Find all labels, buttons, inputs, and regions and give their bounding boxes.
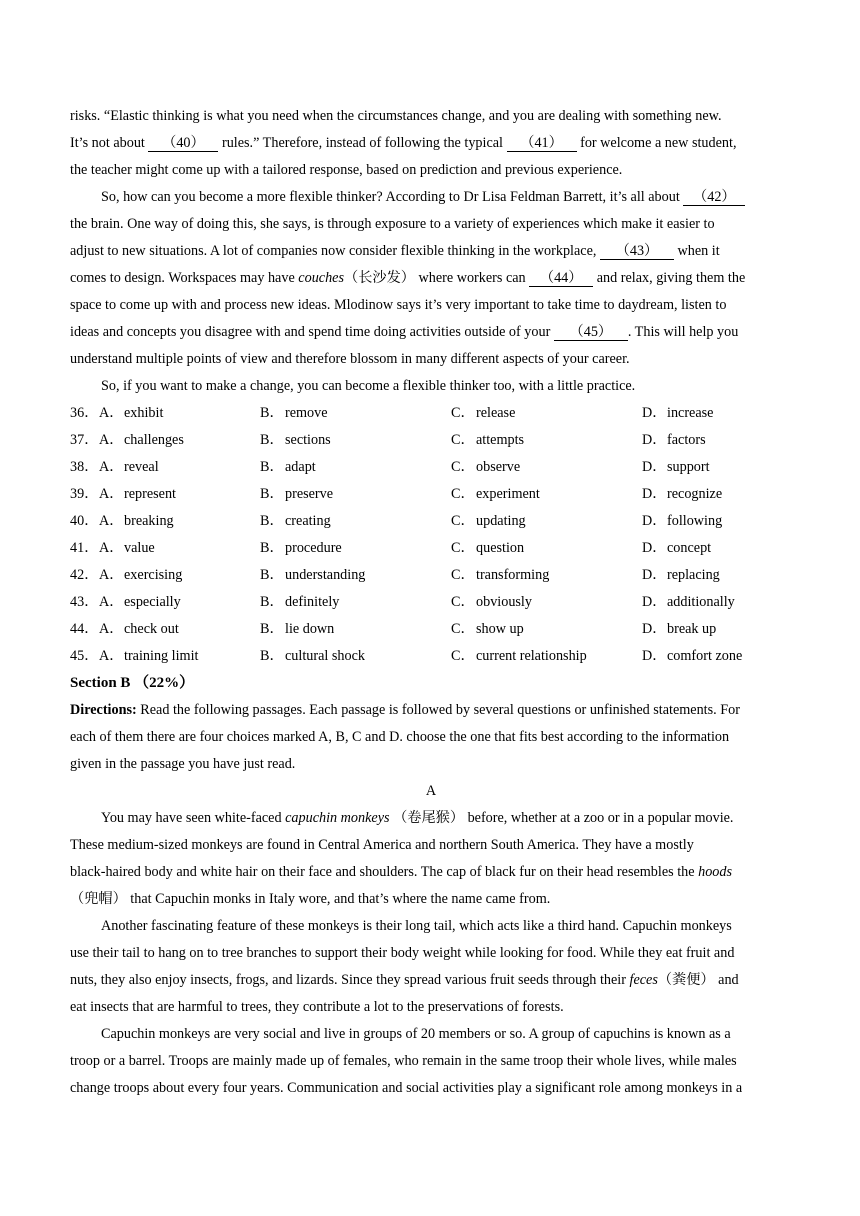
option-letter: D． [642, 513, 667, 529]
question-row [70, 508, 792, 535]
option-text: reveal [124, 459, 159, 475]
option-b[interactable] [260, 643, 451, 670]
passage-p2-line-4: eat insects that are harmful to trees, they contribute a lot to the preservations of forests. [70, 999, 564, 1015]
question-number: 39． [70, 486, 99, 502]
option-letter: D． [642, 405, 667, 421]
cloze-text: where workers can [418, 270, 530, 286]
option-a[interactable] [99, 508, 260, 535]
blank-44[interactable]: （44） [529, 270, 593, 287]
option-letter: B． [260, 540, 284, 556]
option-a[interactable] [99, 454, 260, 481]
option-b[interactable] [260, 589, 451, 616]
option-letter: A． [99, 513, 124, 529]
option-letter: D． [642, 432, 667, 448]
option-text: represent [124, 486, 176, 502]
option-c[interactable] [451, 535, 642, 562]
option-text: exhibit [124, 405, 164, 421]
option-letter: B． [260, 513, 284, 529]
cloze-text: ideas and concepts you disagree with and spend time doing activities outside of your [70, 324, 554, 340]
option-b[interactable] [260, 481, 451, 508]
option-text: additionally [667, 594, 735, 610]
option-c[interactable] [451, 508, 642, 535]
passage-p2-line-3 [70, 967, 792, 994]
option-letter: C． [451, 459, 475, 475]
directions-label: Directions: [70, 702, 137, 718]
option-text: increase [667, 405, 714, 421]
cloze-line-5 [70, 211, 792, 238]
option-text: adapt [285, 459, 316, 475]
cloze-line-10 [70, 346, 792, 373]
option-text: question [476, 540, 525, 556]
passage-p1-line-4: （兜帽） that Capuchin monks in Italy wore, and that’s where the name came from. [70, 891, 551, 907]
option-b[interactable] [260, 616, 451, 643]
passage-p1-line-2: These medium-sized monkeys are found in Central America and northern South America. They have a mostly [70, 837, 694, 853]
cloze-line-7 [70, 265, 792, 292]
passage-p2-line-2: use their tail to hang on to tree branches to support their body weight while looking for food. While they eat fruit and [70, 945, 735, 961]
option-letter: C． [451, 432, 475, 448]
passage-text: （粪便） and [657, 972, 739, 988]
cloze-text: adjust to new situations. A lot of companies now consider flexible thinking in the workplace, [70, 243, 600, 259]
option-text: remove [285, 405, 328, 421]
option-text: exercising [124, 567, 183, 583]
option-letter: A． [99, 648, 124, 664]
option-c[interactable] [451, 400, 642, 427]
option-b[interactable] [260, 427, 451, 454]
option-text: observe [476, 459, 521, 475]
option-a[interactable] [99, 589, 260, 616]
directions-line-1 [70, 697, 792, 724]
blank-40[interactable]: （40） [148, 135, 218, 152]
option-d[interactable] [642, 535, 792, 562]
option-text: transforming [476, 567, 550, 583]
cloze-text: and relax, giving them the [596, 270, 746, 286]
section-b-title: Section B （22%） [70, 675, 195, 691]
passage-italic: feces [629, 972, 658, 988]
option-text: value [124, 540, 155, 556]
option-text: cultural shock [285, 648, 365, 664]
option-text: break up [667, 621, 717, 637]
option-letter: A． [99, 594, 124, 610]
passage-letter: A [425, 783, 437, 799]
question-number: 36． [70, 405, 99, 421]
option-text: procedure [285, 540, 342, 556]
passage-p2-line-1: Another fascinating feature of these monkeys is their long tail, which acts like a third hand. Capuchin monkeys [101, 918, 732, 934]
option-text: release [476, 405, 516, 421]
option-a[interactable] [99, 481, 260, 508]
option-letter: C． [451, 486, 475, 502]
option-a[interactable] [99, 643, 260, 670]
option-text: training limit [124, 648, 199, 664]
option-letter: D． [642, 648, 667, 664]
option-letter: A． [99, 621, 124, 637]
option-b[interactable] [260, 454, 451, 481]
passage-text: （卷尾猴） before, whether at a zoo or in a popular movie. [389, 810, 734, 826]
question-row [70, 454, 792, 481]
cloze-text: So, how can you become a more flexible thinker? According to Dr Lisa Feldman Barrett, it’s all about [101, 189, 684, 205]
blank-45[interactable]: （45） [554, 324, 628, 341]
option-text: sections [285, 432, 331, 448]
question-number: 42． [70, 567, 99, 583]
cloze-line-4 [70, 184, 792, 211]
option-text: experiment [476, 486, 540, 502]
option-letter: C． [451, 513, 475, 529]
cloze-line-6 [70, 238, 792, 265]
option-letter: C． [451, 648, 475, 664]
blank-42[interactable]: （42） [683, 189, 745, 206]
directions-text: Read the following passages. Each passage is followed by several questions or unfinished statements. For [136, 702, 740, 718]
option-letter: B． [260, 648, 284, 664]
option-letter: B． [260, 567, 284, 583]
option-letter: C． [451, 540, 475, 556]
question-number: 38． [70, 459, 99, 475]
cloze-text: . This will help you [627, 324, 739, 340]
passage-italic: hoods [698, 864, 732, 880]
option-d[interactable] [642, 454, 792, 481]
option-b[interactable] [260, 508, 451, 535]
options-list [70, 400, 792, 670]
option-text: factors [667, 432, 706, 448]
option-a[interactable] [99, 400, 260, 427]
directions-line-3: given in the passage you have just read. [70, 756, 296, 772]
question-row [70, 400, 792, 427]
option-letter: D． [642, 459, 667, 475]
option-text: breaking [124, 513, 174, 529]
option-d[interactable] [642, 616, 792, 643]
directions-line-2: each of them there are four choices marked A, B, C and D. choose the one that fits best according to the information [70, 729, 730, 745]
option-c[interactable] [451, 481, 642, 508]
question-number: 41． [70, 540, 99, 556]
option-letter: B． [260, 459, 284, 475]
passage-p3-line-2: troop or a barrel. Troops are mainly made up of females, who remain in the same troop their whole lives, while males [70, 1053, 737, 1069]
cloze-line-9 [70, 319, 792, 346]
cloze-line-1 [70, 103, 792, 130]
option-letter: D． [642, 594, 667, 610]
option-a[interactable] [99, 616, 260, 643]
option-letter: B． [260, 621, 284, 637]
option-d[interactable] [642, 400, 792, 427]
option-text: definitely [285, 594, 340, 610]
option-text: comfort zone [667, 648, 743, 664]
option-text: updating [476, 513, 526, 529]
cloze-line-2 [70, 130, 792, 157]
option-d[interactable] [642, 481, 792, 508]
question-row [70, 535, 792, 562]
cloze-text: for welcome a new student, [580, 135, 737, 151]
cloze-line-8 [70, 292, 792, 319]
passage-text: black-haired body and white hair on their face and shoulders. The cap of black fur on their head resembles the [70, 864, 699, 880]
question-row [70, 616, 792, 643]
option-b[interactable] [260, 535, 451, 562]
option-letter: A． [99, 405, 124, 421]
option-letter: D． [642, 567, 667, 583]
option-c[interactable] [451, 616, 642, 643]
cloze-text: It’s not about [70, 135, 149, 151]
option-text: lie down [285, 621, 335, 637]
option-text: obviously [476, 594, 532, 610]
option-text: especially [124, 594, 181, 610]
option-text: concept [667, 540, 712, 556]
cloze-text: when it [677, 243, 720, 259]
option-letter: D． [642, 621, 667, 637]
option-d[interactable] [642, 562, 792, 589]
option-text: understanding [285, 567, 366, 583]
option-d[interactable] [642, 427, 792, 454]
option-text: check out [124, 621, 179, 637]
question-row [70, 643, 792, 670]
passage-text: You may have seen white-faced [101, 810, 286, 826]
option-text: following [667, 513, 723, 529]
option-letter: D． [642, 486, 667, 502]
option-a[interactable] [99, 535, 260, 562]
cloze-gloss: （长沙发） [344, 270, 415, 286]
option-b[interactable] [260, 562, 451, 589]
option-a[interactable] [99, 562, 260, 589]
option-letter: A． [99, 432, 124, 448]
option-c[interactable] [451, 427, 642, 454]
question-number: 40． [70, 513, 99, 529]
question-row [70, 562, 792, 589]
option-b[interactable] [260, 400, 451, 427]
cloze-text: understand multiple points of view and therefore blossom in many different aspects of your career. [70, 351, 630, 367]
cloze-line-3 [70, 157, 792, 184]
option-text: recognize [667, 486, 723, 502]
question-number: 37． [70, 432, 99, 448]
option-letter: B． [260, 432, 284, 448]
blank-43[interactable]: （43） [600, 243, 674, 260]
option-a[interactable] [99, 427, 260, 454]
option-letter: B． [260, 486, 284, 502]
cloze-text: risks. “Elastic thinking is what you need when the circumstances change, and you are dealing with something new. [70, 108, 722, 124]
question-row [70, 481, 792, 508]
option-letter: C． [451, 621, 475, 637]
option-letter: B． [260, 594, 284, 610]
question-row [70, 427, 792, 454]
option-letter: C． [451, 405, 475, 421]
question-number: 44． [70, 621, 99, 637]
cloze-text: the brain. One way of doing this, she says, is through exposure to a variety of experiences which make it easier to [70, 216, 715, 232]
option-letter: C． [451, 594, 475, 610]
question-number: 45． [70, 648, 99, 664]
passage-p3-line-1: Capuchin monkeys are very social and live in groups of 20 members or so. A group of capuchins is known as a [101, 1026, 731, 1042]
passage-italic: capuchin monkeys [285, 810, 390, 826]
option-c[interactable] [451, 643, 642, 670]
cloze-text: the teacher might come up with a tailored response, based on prediction and previous experience. [70, 162, 623, 178]
option-d[interactable] [642, 589, 792, 616]
cloze-text: So, if you want to make a change, you can become a flexible thinker too, with a little practice. [101, 378, 636, 394]
option-c[interactable] [451, 562, 642, 589]
cloze-text: space to come up with and process new ideas. Mlodinow says it’s very important to take time to daydream, listen to [70, 297, 727, 313]
option-letter: A． [99, 459, 124, 475]
option-c[interactable] [451, 454, 642, 481]
option-letter: A． [99, 567, 124, 583]
passage-text: nuts, they also enjoy insects, frogs, and lizards. Since they spread various fruit seeds through their [70, 972, 630, 988]
passage-p1-line-3 [70, 859, 792, 886]
question-number: 43． [70, 594, 99, 610]
option-letter: A． [99, 540, 124, 556]
option-letter: C． [451, 567, 475, 583]
option-letter: B． [260, 405, 284, 421]
option-d[interactable] [642, 643, 792, 670]
blank-41[interactable]: （41） [507, 135, 577, 152]
option-d[interactable] [642, 508, 792, 535]
cloze-text: rules.” Therefore, instead of following the typical [221, 135, 507, 151]
option-text: show up [476, 621, 524, 637]
cloze-text: comes to design. Workspaces may have [70, 270, 299, 286]
document-page [70, 103, 792, 1102]
option-text: preserve [285, 486, 334, 502]
option-text: current relationship [476, 648, 587, 664]
option-letter: D． [642, 540, 667, 556]
option-text: support [667, 459, 710, 475]
option-text: replacing [667, 567, 720, 583]
option-text: creating [285, 513, 331, 529]
passage-p1-line-1 [70, 805, 792, 832]
passage-p3-line-3: change troops about every four years. Communication and social activities play a significant role among monkeys in a [70, 1080, 743, 1096]
option-letter: A． [99, 486, 124, 502]
option-text: challenges [124, 432, 184, 448]
option-c[interactable] [451, 589, 642, 616]
cloze-italic-word: couches [298, 270, 344, 286]
option-text: attempts [476, 432, 525, 448]
question-row [70, 589, 792, 616]
cloze-line-11 [70, 373, 792, 400]
